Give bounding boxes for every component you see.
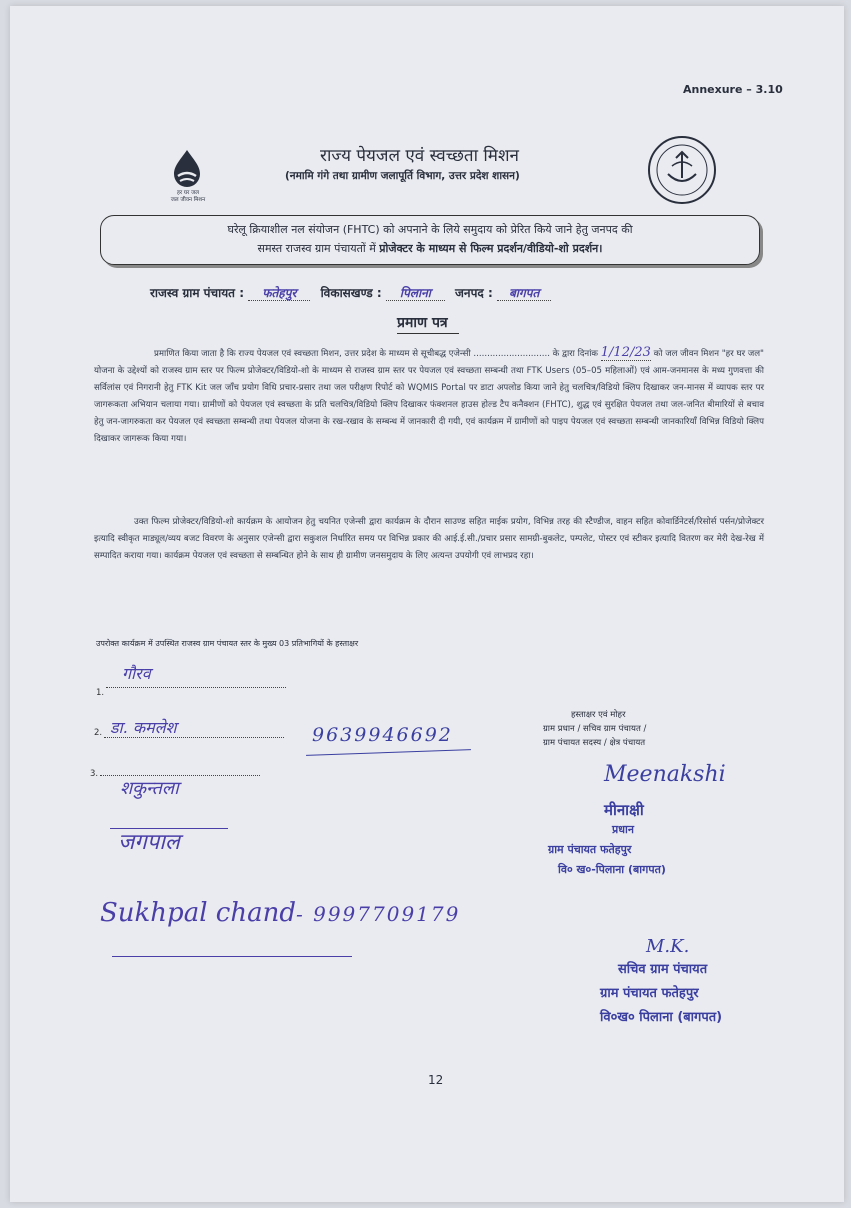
program-banner — [100, 215, 760, 265]
district-value: बागपत — [497, 286, 551, 301]
signature-line-1 — [106, 686, 286, 688]
logo-caption: हर घर जल जल जीवन मिशन — [170, 190, 206, 203]
page-number: 12 — [428, 1073, 444, 1087]
pradhan-stamp: मीनाक्षी प्रधान ग्राम पंचायत फतेहपुर वि० ख०-पिलाना (बागपत) — [548, 801, 666, 876]
title-underline — [397, 333, 459, 334]
participant-4-signature: जगपाल — [118, 830, 180, 855]
pradhan-signature: Meenakshi — [604, 762, 726, 787]
block-value: पिलाना — [386, 286, 445, 301]
org-title: राज्य पेयजल एवं स्वच्छता मिशन — [320, 146, 519, 166]
up-government-emblem-icon — [646, 134, 718, 206]
water-drop-logo-icon — [164, 148, 210, 192]
gp-value: फतेहपुर — [248, 286, 310, 301]
participant-2-phone: 9639946692 — [312, 724, 453, 746]
banner-line-1: घरेलू क्रियाशील नल संयोजन (FHTC) को अपनाने के लिये समुदाय को प्रेरित किये जाने हेतु जनपद की — [227, 223, 633, 236]
certificate-title: प्रमाण पत्र — [397, 315, 448, 331]
participant-1-number: 1. — [96, 688, 105, 698]
participant-2-number: 2. — [94, 728, 103, 738]
participant-3-signature: शकुन्तला — [120, 778, 179, 799]
participant-5-signature: Sukhpal chand- 9997709179 — [100, 898, 461, 928]
signature-4-overline — [110, 828, 228, 829]
annexure-label: Annexure – 3.10 — [683, 83, 783, 96]
participant-3-number: 3. — [90, 769, 99, 779]
certificate-paragraph-1: प्रमाणित किया जाता है कि राज्य पेयजल एवं स्वच्छता मिशन, उत्तर प्रदेश के माध्यम से सूचीबद्ध एजेन्सी ............................ के द्वारा दिनांक 1/12/23 को जल जीवन मिशन "हर घर जल" योजना के उद्देश्यों को राजस्व ग्राम स्तर पर फिल्म प्रोजेक्टर/विडियो-शो के माध्यम से राजस्व ग्राम स्तर पर पेयजल एवं स्वच्छता सम्बन्धी तथा FTK Users (05–05 महिलाओं) एवं आम-जनमानस के मध्य गुणवत्ता की सर्विलांस एवं निगरानी हेतु FTK Kit जल जाँच प्रयोग विधि प्रचार-प्रसार तथा जल परीक्षण रिपोर्ट को WQMIS Portal पर डाटा अपलोड किया जाने हेतु चलचित्र/विडियो क्लिप दिखाकर जन-मानस में व्यापक स्तर पर जागरूकता अभियान चलाया गया। ग्रामीणों को पेयजल एवं स्वच्छता के प्रति चलचित्र/विडियो क्लिप दिखाकर फंक्शनल हाउस होल्ड टैप कनैक्शन (FHTC), शुद्ध एवं सुरक्षित पेयजल तथा जल-जनित बीमारियों से बचाव हेतु जन-जागरुकता कर पेयजल एवं स्वच्छता सम्बन्धी तथा पेयजल योजना के रख-रखाव के सम्बन्ध में जानकारी दी गयी, एवं कार्यक्रम में ग्रामीणों को पाइप पेयजल एवं स्वच्छता सम्बन्धी जानकारियाँ विभिन्न विडियो क्लिप दिखाकर जागरूक किया गया। — [94, 345, 764, 444]
certificate-paragraph-2: उक्त फिल्म प्रोजेक्टर/विडियो-शो कार्यक्रम के आयोजन हेतु चयनित एजेन्सी द्वारा कार्यक्रम के दौरान साउण्ड सहित माईक प्रयोग, विभिन्न तरह की स्टैण्डीज, वाहन सहित कोवार्डिनेटर्स/रिसोर्स पर्सन/प्रोजेक्टर इत्यादि स्वीकृत माड्यूल/व्यय बजट विवरण के अनुसार एजेन्सी द्वारा सकुशल निर्धारित समय पर विभिन्न प्रकार की आई.ई.सी./प्रचार प्रसार सामग्री-बुकलेट, पम्पलेट, पोस्टर एवं स्टीकर इत्यादि वितरण कर मेरी देख-रेख में सम्पादित कराया गया। कार्यक्रम पेयजल एवं स्वच्छता से सम्बन्धित होने के साथ ही ग्रामीण जनसमुदाय के लिए अत्यन्त उपयोगी एवं लाभप्रद रहा। — [94, 517, 764, 561]
sachiv-stamp: सचिव ग्राम पंचायत ग्राम पंचायत फतेहपुर वि०ख० पिलाना (बागपत) — [600, 962, 723, 1025]
sachiv-signature: M.K. — [646, 936, 690, 957]
program-date: 1/12/23 — [600, 345, 651, 360]
participant-1-signature: गौरव — [122, 664, 151, 683]
banner-line-2: समस्त राजस्व ग्राम पंचायतों में प्रोजेक्टर के माध्यम से फिल्म प्रदर्शन/वीडियो-शो प्रदर्शन। — [257, 242, 603, 255]
attendees-caption: उपरोक्त कार्यक्रम में उपस्थित राजस्व ग्राम पंचायत स्तर के मुख्य 03 प्रतिभागियों के हस्ताक्षर — [96, 639, 359, 648]
org-subtitle: (नमामि गंगे तथा ग्रामीण जलापूर्ति विभाग, उत्तर प्रदेश शासन) — [285, 170, 520, 182]
signature-designation-block: हस्ताक्षर एवं मोहर ग्राम प्रधान / सचिव ग्राम पंचायत / ग्राम पंचायत सदस्य / क्षेत्र पंचायत — [543, 710, 647, 748]
signature-5-underline — [112, 956, 352, 957]
participant-2-signature: डा. कमलेश — [110, 718, 177, 737]
gram-panchayat-line: राजस्व ग्राम पंचायत : फतेहपुर विकासखण्ड : पिलाना जनपद : बागपत — [150, 284, 551, 301]
